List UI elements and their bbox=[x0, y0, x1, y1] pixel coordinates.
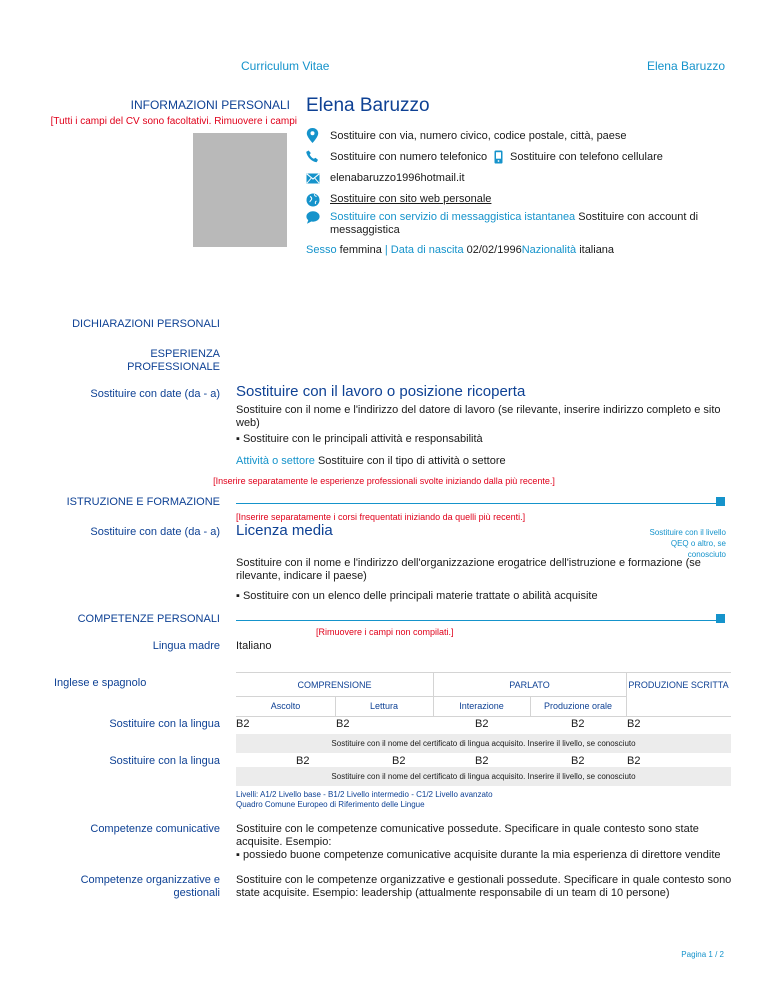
language-1-level-writing: B2 bbox=[627, 718, 641, 730]
col-writing: PRODUZIONE SCRITTA bbox=[628, 680, 729, 690]
language-1-cert: Sostituire con il nome del certificato di lingua acquisito. Inserire il livello, se conosciuto bbox=[236, 734, 731, 753]
experience-dates: Sostituire con date (da - a) bbox=[90, 388, 220, 400]
im-text bbox=[330, 211, 730, 224]
language-2-level-listening: B2 bbox=[296, 755, 310, 767]
communication-label: Competenze comunicative bbox=[90, 823, 220, 835]
col-comprehension: COMPRENSIONE bbox=[297, 680, 372, 690]
language-1-level-interaction: B2 bbox=[475, 718, 489, 730]
sub-listening: Ascolto bbox=[270, 701, 301, 711]
im-label: Sostituire con servizio di messaggistica istantanea bbox=[330, 211, 576, 223]
skills-rule bbox=[236, 620, 716, 621]
sub-production: Produzione orale bbox=[543, 701, 613, 711]
experience-bullet: ▪ Sostituire con le principali attività e responsabilità bbox=[236, 433, 483, 445]
page-number: Pagina 1 / 2 bbox=[681, 950, 724, 959]
mother-tongue-value: Italiano bbox=[236, 640, 272, 652]
location-icon bbox=[306, 128, 319, 143]
education-rule-square bbox=[716, 497, 725, 506]
language-2-level-interaction: B2 bbox=[475, 755, 489, 767]
communication-text-3: ▪ possiedo buone competenze comunicative acquisite durante la mia esperienza di direttore vendite bbox=[236, 849, 721, 861]
personal-details-line bbox=[306, 244, 614, 256]
nationality-value: italiana bbox=[579, 244, 615, 256]
eqf-line-3: conosciuto bbox=[687, 550, 726, 559]
communication-text-2: acquisite. Esempio: bbox=[236, 836, 332, 848]
education-org-1: Sostituire con il nome e l'indirizzo dell'organizzazione erogatrice dell'istruzione e formazione (se bbox=[236, 557, 701, 569]
skills-label: COMPETENZE PERSONALI bbox=[77, 613, 220, 625]
levels-note-1: Livelli: A1/2 Livello base - B1/2 Livello intermedio - C1/2 Livello avanzato bbox=[236, 790, 493, 799]
nationality-label: Nazionalità bbox=[521, 244, 577, 256]
sector-value: Sostituire con il tipo di attività o settore bbox=[317, 455, 506, 467]
table-divider-2 bbox=[626, 672, 627, 716]
language-2-label: Sostituire con la lingua bbox=[109, 755, 220, 767]
candidate-name: Elena Baruzzo bbox=[306, 95, 430, 116]
sub-reading: Lettura bbox=[369, 701, 399, 711]
eqf-line-1: Sostituire con il livello bbox=[649, 528, 726, 537]
education-dates: Sostituire con date (da - a) bbox=[90, 526, 220, 538]
phone-text: Sostituire con numero telefonico bbox=[330, 151, 488, 163]
other-languages-label: Inglese e spagnolo bbox=[54, 677, 147, 689]
levels-note-2: Quadro Comune Europeo di Riferimento delle Lingue bbox=[236, 800, 425, 809]
sub-interaction: Interazione bbox=[459, 701, 504, 711]
birth-value: 02/02/1996 bbox=[466, 244, 522, 256]
personal-note: [Tutti i campi del CV sono facoltativi. Rimuovere i campi bbox=[50, 116, 297, 127]
mobile-text: Sostituire con telefono cellulare bbox=[510, 151, 663, 163]
education-bullet: ▪ Sostituire con un elenco delle principali materie trattate o abilità acquisite bbox=[236, 590, 598, 602]
language-1-label: Sostituire con la lingua bbox=[109, 718, 220, 730]
mother-tongue-label: Lingua madre bbox=[152, 640, 220, 652]
chat-icon bbox=[306, 211, 320, 224]
skills-rule-square bbox=[716, 614, 725, 623]
eqf-line-2: QEQ o altro, se bbox=[670, 539, 726, 548]
experience-employer-2: web) bbox=[236, 417, 260, 429]
experience-note: [Inserire separatamente le esperienze professionali svolte iniziando dalla più recente.] bbox=[213, 476, 555, 486]
email-icon bbox=[306, 173, 320, 184]
website-link[interactable]: Sostituire con sito web personale bbox=[330, 193, 492, 205]
address-text: Sostituire con via, numero civico, codice postale, città, paese bbox=[330, 130, 627, 142]
education-label: ISTRUZIONE E FORMAZIONE bbox=[66, 496, 220, 508]
sector-label: Attività o settore bbox=[236, 455, 315, 467]
language-2-cert: Sostituire con il nome del certificato di lingua acquisito. Inserire il livello, se conosciuto bbox=[236, 767, 731, 786]
experience-title: Sostituire con il lavoro o posizione ricoperta bbox=[236, 383, 526, 400]
sex-label: Sesso bbox=[306, 244, 337, 256]
skills-note: [Rimuovere i campi non compilati.] bbox=[316, 627, 454, 637]
personal-info-label: INFORMAZIONI PERSONALI bbox=[130, 98, 290, 112]
education-title: Licenza media bbox=[236, 522, 333, 539]
table-mid-line bbox=[236, 696, 626, 697]
organisational-text-1: Sostituire con le competenze organizzative e gestionali possedute. Specificare in quale contesto sono bbox=[236, 874, 732, 886]
experience-employer-1: Sostituire con il nome e l'indirizzo del datore di lavoro (se rilevante, inserire indirizzo completo e sito bbox=[236, 404, 721, 416]
birth-label: | Data di nascita bbox=[384, 244, 464, 256]
language-2-level-reading: B2 bbox=[392, 755, 406, 767]
language-2-level-production: B2 bbox=[571, 755, 585, 767]
organisational-label-1: Competenze organizzative e bbox=[80, 874, 220, 886]
email-text[interactable]: elenabaruzzo1996hotmail.it bbox=[330, 172, 465, 184]
photo-placeholder bbox=[193, 133, 287, 247]
header-title: Curriculum Vitae bbox=[241, 59, 330, 73]
experience-label-2: PROFESSIONALE bbox=[127, 361, 220, 373]
organisational-label-2: gestionali bbox=[173, 887, 220, 899]
phone-icon bbox=[306, 150, 319, 163]
experience-sector bbox=[236, 455, 506, 467]
education-rule bbox=[236, 503, 716, 504]
website-icon bbox=[306, 193, 320, 207]
communication-text-1: Sostituire con le competenze comunicative possedute. Specificare in quale contesto sono state bbox=[236, 823, 699, 835]
table-top-line bbox=[236, 672, 731, 673]
header-name: Elena Baruzzo bbox=[646, 59, 725, 73]
im-value-line-1: Sostituire con account di bbox=[578, 211, 699, 223]
education-org-2: rilevante, indicare il paese) bbox=[236, 570, 367, 582]
language-1-level-production: B2 bbox=[571, 718, 585, 730]
im-value-line-2: messaggistica bbox=[330, 224, 400, 236]
col-speaking: PARLATO bbox=[509, 680, 550, 690]
sex-value: femmina bbox=[339, 244, 382, 256]
language-1-level-listening: B2 bbox=[236, 718, 250, 730]
declarations-label: DICHIARAZIONI PERSONALI bbox=[72, 318, 220, 330]
table-header-bottom bbox=[236, 716, 731, 717]
education-note: [Inserire separatamente i corsi frequentati iniziando da quelli più recenti.] bbox=[236, 512, 526, 522]
experience-label-1: ESPERIENZA bbox=[150, 348, 220, 360]
mobile-icon bbox=[494, 150, 503, 164]
language-2-level-writing: B2 bbox=[627, 755, 641, 767]
education-eqf bbox=[650, 527, 726, 560]
organisational-text-2: state acquisite. Esempio: leadership (attualmente responsabile di un team di 10 persone) bbox=[236, 887, 670, 899]
language-1-level-reading: B2 bbox=[336, 718, 350, 730]
